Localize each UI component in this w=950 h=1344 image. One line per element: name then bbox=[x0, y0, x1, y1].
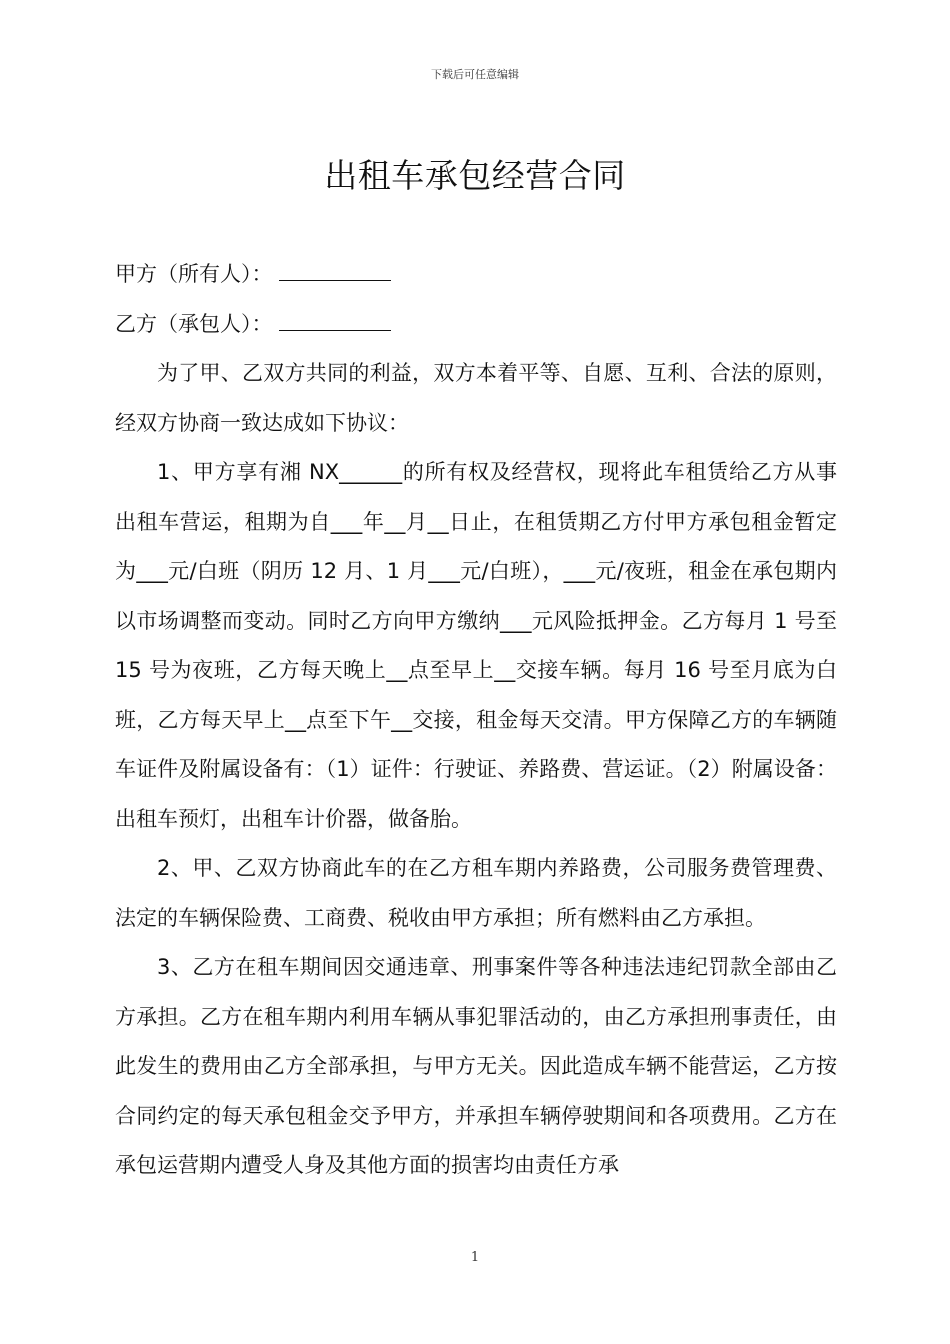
page-number: 1 bbox=[470, 1250, 480, 1265]
party-a-line bbox=[115, 250, 837, 300]
party-b-label: 乙方（承包人）： bbox=[115, 311, 273, 336]
document-body bbox=[115, 250, 837, 1191]
party-a-label: 甲方（所有人）： bbox=[115, 262, 273, 286]
party-b-blank bbox=[279, 300, 391, 331]
paragraph-clause-2: 2、甲、乙双方协商此车的在乙方租车期内养路费，公司服务费管理费、法定的车辆保险费、工商费、税收由甲方承担；所有燃料由乙方承担。 bbox=[115, 856, 837, 930]
paragraph-clause-3: 3、乙方在租车期间因交通违章、刑事案件等各种违法违纪罚款全部由乙方承担。乙方在租车期内利用车辆从事犯罪活动的，由乙方承担刑事责任，由此发生的费用由乙方全部承担，与甲方无关。因此造成车辆不能营运，乙方按合同约定的每天承包租金交予甲方，并承担车辆停驶期间和各项费用。乙方在承包运营期内遭受人身及其他方面的损害均由责任方承 bbox=[115, 955, 837, 1177]
document-title: 出租车承包经营合同 bbox=[324, 156, 626, 195]
page-header-note: 下载后可任意编辑 bbox=[431, 68, 519, 81]
party-a-blank bbox=[279, 250, 391, 281]
paragraph-clause-1: 1、甲方享有湘 NX______的所有权及经营权，现将此车租赁给乙方从事出租车营运，租期为自___年__月__日止，在租赁期乙方付甲方承包租金暂定为___元/白班（阴历 12 月、1 月___元/白班），___元/夜班，租金在承包期内以市场调整而变动。同时乙方向甲方缴纳___元风险抵押金。乙方每月 1 号至 15 号为夜班，乙方每天晚上__点至早上__交接车辆。每月 16 号至月底为白班，乙方每天早上__点至下午__交接，租金每天交清。甲方保障乙方的车辆随车证件及附属设备有：（1）证件：行驶证、养路费、营运证。（2）附属设备：出租车预灯，出租车计价器，做备胎。 bbox=[115, 460, 837, 831]
paragraph-preamble: 为了甲、乙双方共同的利益，双方本着平等、自愿、互利、合法的原则，经双方协商一致达成如下协议： bbox=[115, 361, 837, 435]
party-b-line bbox=[115, 300, 837, 350]
